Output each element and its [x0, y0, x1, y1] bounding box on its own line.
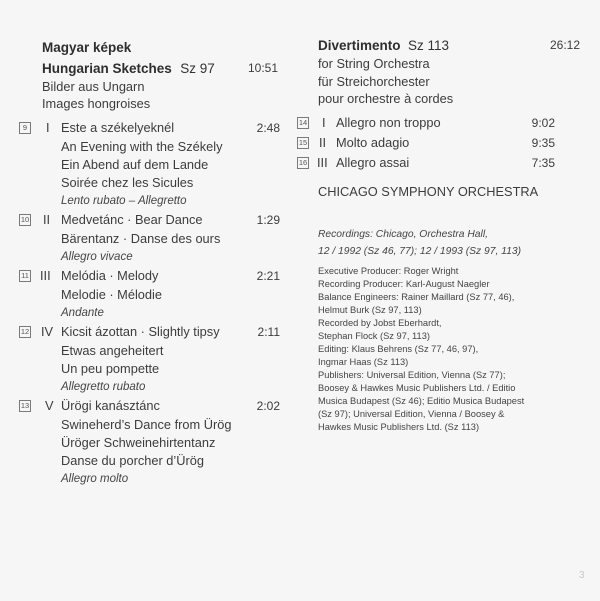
page-number: 3: [579, 570, 585, 581]
movement-tempo: Allegro vivace: [61, 251, 133, 263]
track-number-box: 14: [298, 118, 308, 127]
movement-line: Danse du porcher d’Ürög: [61, 453, 204, 468]
movement-line: Ürögi kanásztánc: [61, 398, 160, 413]
movement-tempo: Allegro molto: [61, 473, 129, 485]
work2-title: Divertimento: [318, 38, 401, 53]
recordings-line: 12 / 1992 (Sz 46, 77); 12 / 1993 (Sz 97, 113): [318, 246, 522, 257]
movement-tempo: Lento rubato – Allegretto: [61, 195, 187, 207]
credit-line: Ingmar Haas (Sz 113): [318, 357, 409, 367]
movement-tempo: Andante: [61, 307, 104, 319]
orchestra-name: CHICAGO SYMPHONY ORCHESTRA: [318, 184, 539, 199]
movement-line: Allegro non troppo: [336, 115, 441, 130]
work1-duration: 10:51: [247, 61, 278, 75]
work2-subtitle: für Streichorchester: [318, 74, 430, 89]
work2-duration: 26:12: [549, 38, 580, 52]
movement-duration: 2:02: [256, 399, 280, 413]
credit-line: Publishers: Universal Edition, Vienna (Sz 77);: [318, 370, 506, 380]
movement-line: Etwas angeheitert: [61, 343, 164, 358]
movement-line: Molto adagio: [336, 135, 410, 150]
movement-roman: V: [45, 398, 54, 413]
credit-line: (Sz 97); Universal Edition, Vienna / Boosey &: [318, 409, 505, 419]
track-number-box: 12: [20, 327, 30, 336]
movement-line: An Evening with the Székely: [61, 139, 223, 154]
movement-duration: 2:11: [257, 325, 280, 339]
movement-line: Medvetánc · Bear Dance: [61, 212, 203, 227]
credit-line: Boosey & Hawkes Music Publishers Ltd. / Editio: [318, 383, 516, 393]
credit-line: Recording Producer: Karl-August Naegler: [318, 279, 490, 289]
credit-line: Balance Engineers: Rainer Maillard (Sz 77, 46),: [318, 292, 515, 302]
work1-title-hu: Magyar képek: [42, 40, 132, 55]
movement-duration: 2:48: [256, 121, 280, 135]
movement-line: Ein Abend auf dem Lande: [61, 157, 209, 172]
credit-line: Executive Producer: Roger Wright: [318, 266, 459, 276]
work1-title-fr: Images hongroises: [42, 96, 151, 111]
movement-line: Allegro assai: [336, 155, 410, 170]
movement-roman: I: [46, 120, 50, 135]
track-number-box: 15: [298, 138, 308, 147]
movement-line: Kicsit ázottan · Slightly tipsy: [61, 324, 220, 339]
movement-duration: 9:02: [531, 116, 555, 130]
movement-line: Melodie · Mélodie: [61, 287, 163, 302]
movement-roman: III: [40, 268, 51, 283]
track-number-box: 11: [19, 270, 31, 282]
work2-subtitle: pour orchestre à cordes: [318, 91, 454, 106]
credit-line: Musica Budapest (Sz 46); Editio Musica Budapest: [318, 396, 525, 406]
movement-roman: I: [322, 115, 326, 130]
movement-tempo: Allegretto rubato: [61, 381, 146, 393]
movement-roman: III: [317, 155, 328, 170]
credit-line: Editing: Klaus Behrens (Sz 77, 46, 97),: [318, 344, 479, 354]
work1-title-de: Bilder aus Ungarn: [42, 79, 145, 94]
movement-duration: 1:29: [256, 213, 280, 227]
work1-title-en-line: [42, 60, 215, 78]
movement-line: Un peu pompette: [61, 361, 160, 376]
movement-roman: II: [319, 135, 327, 150]
track-number-box: 13: [20, 401, 30, 410]
movement-duration: 9:35: [531, 136, 555, 150]
movement-duration: 2:21: [256, 269, 280, 283]
recordings-line: Recordings: Chicago, Orchestra Hall,: [318, 229, 488, 240]
work2-catalog: Sz 113: [407, 38, 450, 53]
movement-line: Swineherd’s Dance from Ürög: [61, 417, 232, 432]
track-number-box: 16: [298, 158, 308, 167]
movement-roman: IV: [41, 324, 54, 339]
movement-line: Bärentanz · Danse des ours: [61, 231, 221, 246]
credit-line: Helmut Burk (Sz 97, 113): [318, 305, 422, 315]
credit-line: Recorded by Jobst Eberhardt,: [318, 318, 442, 328]
work1-catalog: Sz 97: [180, 61, 215, 76]
movement-line: Este a székelyeknél: [61, 120, 175, 135]
movement-duration: 7:35: [531, 156, 555, 170]
credit-line: Stephan Flock (Sz 97, 113): [318, 331, 430, 341]
credit-line: Hawkes Music Publishers Ltd. (Sz 113): [318, 422, 480, 432]
movement-roman: II: [43, 212, 51, 227]
work2-title-line: [318, 37, 449, 55]
movement-line: Soirée chez les Sicules: [61, 175, 194, 190]
work1-title-en: Hungarian Sketches: [42, 61, 172, 76]
movement-line: Melódia · Melody: [61, 268, 159, 283]
work2-subtitle: for String Orchestra: [318, 56, 430, 71]
movement-line: Üröger Schweinehirtentanz: [61, 435, 216, 450]
track-number-box: 10: [20, 215, 30, 224]
track-number-box: 9: [19, 122, 31, 134]
